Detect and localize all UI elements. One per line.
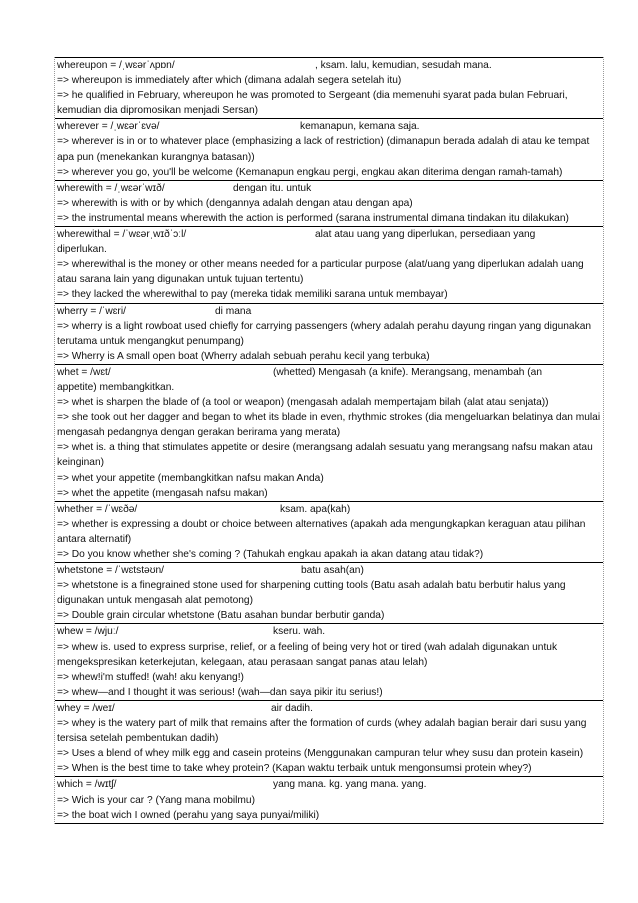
example-line: => whet is. a thing that stimulates appetite or desire (merangsang adalah sesuatu yang merangsang nafsu makan atau keinginan)	[57, 442, 593, 469]
entry-whereupon	[55, 57, 603, 118]
entry-wherry	[55, 303, 603, 364]
translation: kemanapun, kemana saja.	[300, 121, 420, 133]
example-line: => he qualified in February, whereupon he was promoted to Sergeant (dia memenuhi syarat pada bulan Februari, kemudian dia dipromosikan menjadi Sersan)	[57, 90, 568, 117]
translation: yang mana. kg. yang mana. yang.	[273, 779, 427, 791]
entry-whet	[55, 364, 603, 501]
entry-whetstone	[55, 562, 603, 623]
translation-continued: appetite) membangkitkan.	[57, 381, 175, 393]
example-line: => When is the best time to take whey protein? (Kapan waktu terbaik untuk mengonsumsi protein whey?)	[57, 763, 532, 775]
example-line: => wherewithal is the money or other means needed for a particular purpose (alat/uang yang diperlukan adalah uang atau sarana lain yang digunakan untuk tujuan tertentu)	[57, 259, 584, 286]
translation: alat atau uang yang diperlukan, persediaan yang	[315, 229, 536, 241]
headword: wherewith = /ˌwɛərˈwɪð/	[57, 182, 165, 194]
translation: ksam. apa(kah)	[280, 503, 351, 515]
example-line: => the boat wich I owned (perahu yang saya punyai/miliki)	[57, 809, 320, 821]
example-line: => whether is expressing a doubt or choice between alternatives (apakah ada mengungkapkan keraguan atau pilihan antara alternatif)	[57, 518, 586, 545]
example-line: => whey is the watery part of milk that remains after the formation of curds (whey adalah bagian berair dari susu yang tersisa setelah pembentukan dadih)	[57, 718, 587, 745]
headword: wherewithal = /ˈwɛərˌwɪðˈɔːl/	[57, 229, 187, 241]
example-line: => they lacked the wherewithal to pay (mereka tidak memiliki sarana untuk membayar)	[57, 289, 448, 301]
headword: whereupon = /ˌwɛərˈʌpɒn/	[57, 60, 175, 71]
headword: wherry = /ˈwɛri/	[57, 305, 126, 317]
example-line: => whet is sharpen the blade of (a tool or weapon) (mengasah adalah mempertajam bilah (alat atau senjata))	[57, 397, 549, 409]
example-line: => whet your appetite (membangkitkan nafsu makan Anda)	[57, 472, 324, 484]
translation: batu asah(an)	[301, 565, 364, 577]
headword: whet = /wɛt/	[57, 366, 111, 378]
example-line: => whew is. used to express surprise, relief, or a feeling of being very hot or tired (wah adalah digunakan untuk mengekspresikan keterkejutan, kelegaan, atau perasaan sangat panas atau lelah)	[57, 641, 558, 668]
entry-wherewith	[55, 180, 603, 226]
example-line: => wherever you go, you'll be welcome (Kemanapun engkau pergi, engkau akan diterima dengan ramah-tamah)	[57, 166, 563, 178]
entry-whether	[55, 501, 603, 562]
example-line: => Do you know whether she's coming ? (Tahukah engkau apakah ia akan datang atau tidak?)	[57, 549, 484, 560]
example-line: => Wherry is A small open boat (Wherry adalah sebuah perahu kecil yang terbuka)	[57, 350, 430, 362]
translation: (whetted) Mengasah (a knife). Merangsang, menambah (an	[273, 366, 542, 378]
example-line: => she took out her dagger and began to whet its blade in even, rhythmic strokes (dia mengeluarkan belatinya dan mulai mengasah pedangnya dengan gerakan berirama yang merata)	[57, 412, 601, 439]
headword: which = /wɪtʃ/	[57, 779, 117, 791]
translation: dengan itu. untuk	[233, 182, 312, 194]
entry-whew	[55, 623, 603, 699]
headword: whey = /weɪ/	[57, 702, 115, 714]
entry-wherewithal	[55, 226, 603, 302]
headword: whetstone = /ˈwɛtstəʊn/	[57, 565, 165, 577]
example-line: => Double grain circular whetstone (Batu asahan bundar berbutir ganda)	[57, 610, 385, 622]
example-line: => wherewith is with or by which (dengannya adalah dengan atau dengan apa)	[57, 197, 413, 209]
entry-whey	[55, 700, 603, 776]
headword: whew = /wjuː/	[57, 626, 119, 638]
example-line: => whet the appetite (mengasah nafsu makan)	[57, 487, 268, 499]
example-line: => whereupon is immediately after which (dimana adalah segera setelah itu)	[57, 75, 402, 87]
translation: kseru. wah.	[273, 626, 326, 638]
dictionary-sheet	[54, 57, 604, 824]
example-line: => whetstone is a finegrained stone used for sharpening cutting tools (Batu asah adalah batu berbutir halus yang digunakan untuk mengasah alat pemotong)	[57, 580, 566, 607]
translation-continued: diperlukan.	[57, 244, 107, 256]
example-line: => the instrumental means wherewith the action is performed (sarana instrumental dimana tindakan itu dilakukan)	[57, 212, 569, 224]
entry-wherever	[55, 118, 603, 179]
translation: , ksam. lalu, kemudian, sesudah mana.	[315, 60, 492, 71]
example-line: => wherry is a light rowboat used chiefly for carrying passengers (whery adalah perahu dayung ringan yang digunakan terutama untuk mengangkut penumpang)	[57, 320, 592, 347]
translation: air dadih.	[271, 702, 313, 714]
entry-which	[55, 776, 603, 823]
example-line: => whew!i'm stuffed! (wah! aku kenyang!)	[57, 671, 244, 683]
example-line: => wherever is in or to whatever place (emphasizing a lack of restriction) (dimanapun berada adalah di atau ke tempat apa pun (menekankan kurangnya batasan))	[57, 136, 590, 163]
headword: whether = /ˈwɛðə/	[57, 503, 138, 515]
example-line: => Uses a blend of whey milk egg and casein proteins (Menggunakan campuran telur whey susu dan protein kasein)	[57, 748, 584, 760]
headword: wherever = /ˌwɛərˈɛvə/	[57, 121, 160, 133]
translation: di mana	[215, 305, 252, 317]
example-line: => Wich is your car ? (Yang mana mobilmu)	[57, 794, 255, 806]
example-line: => whew—and I thought it was serious! (wah—dan saya pikir itu serius!)	[57, 686, 383, 698]
